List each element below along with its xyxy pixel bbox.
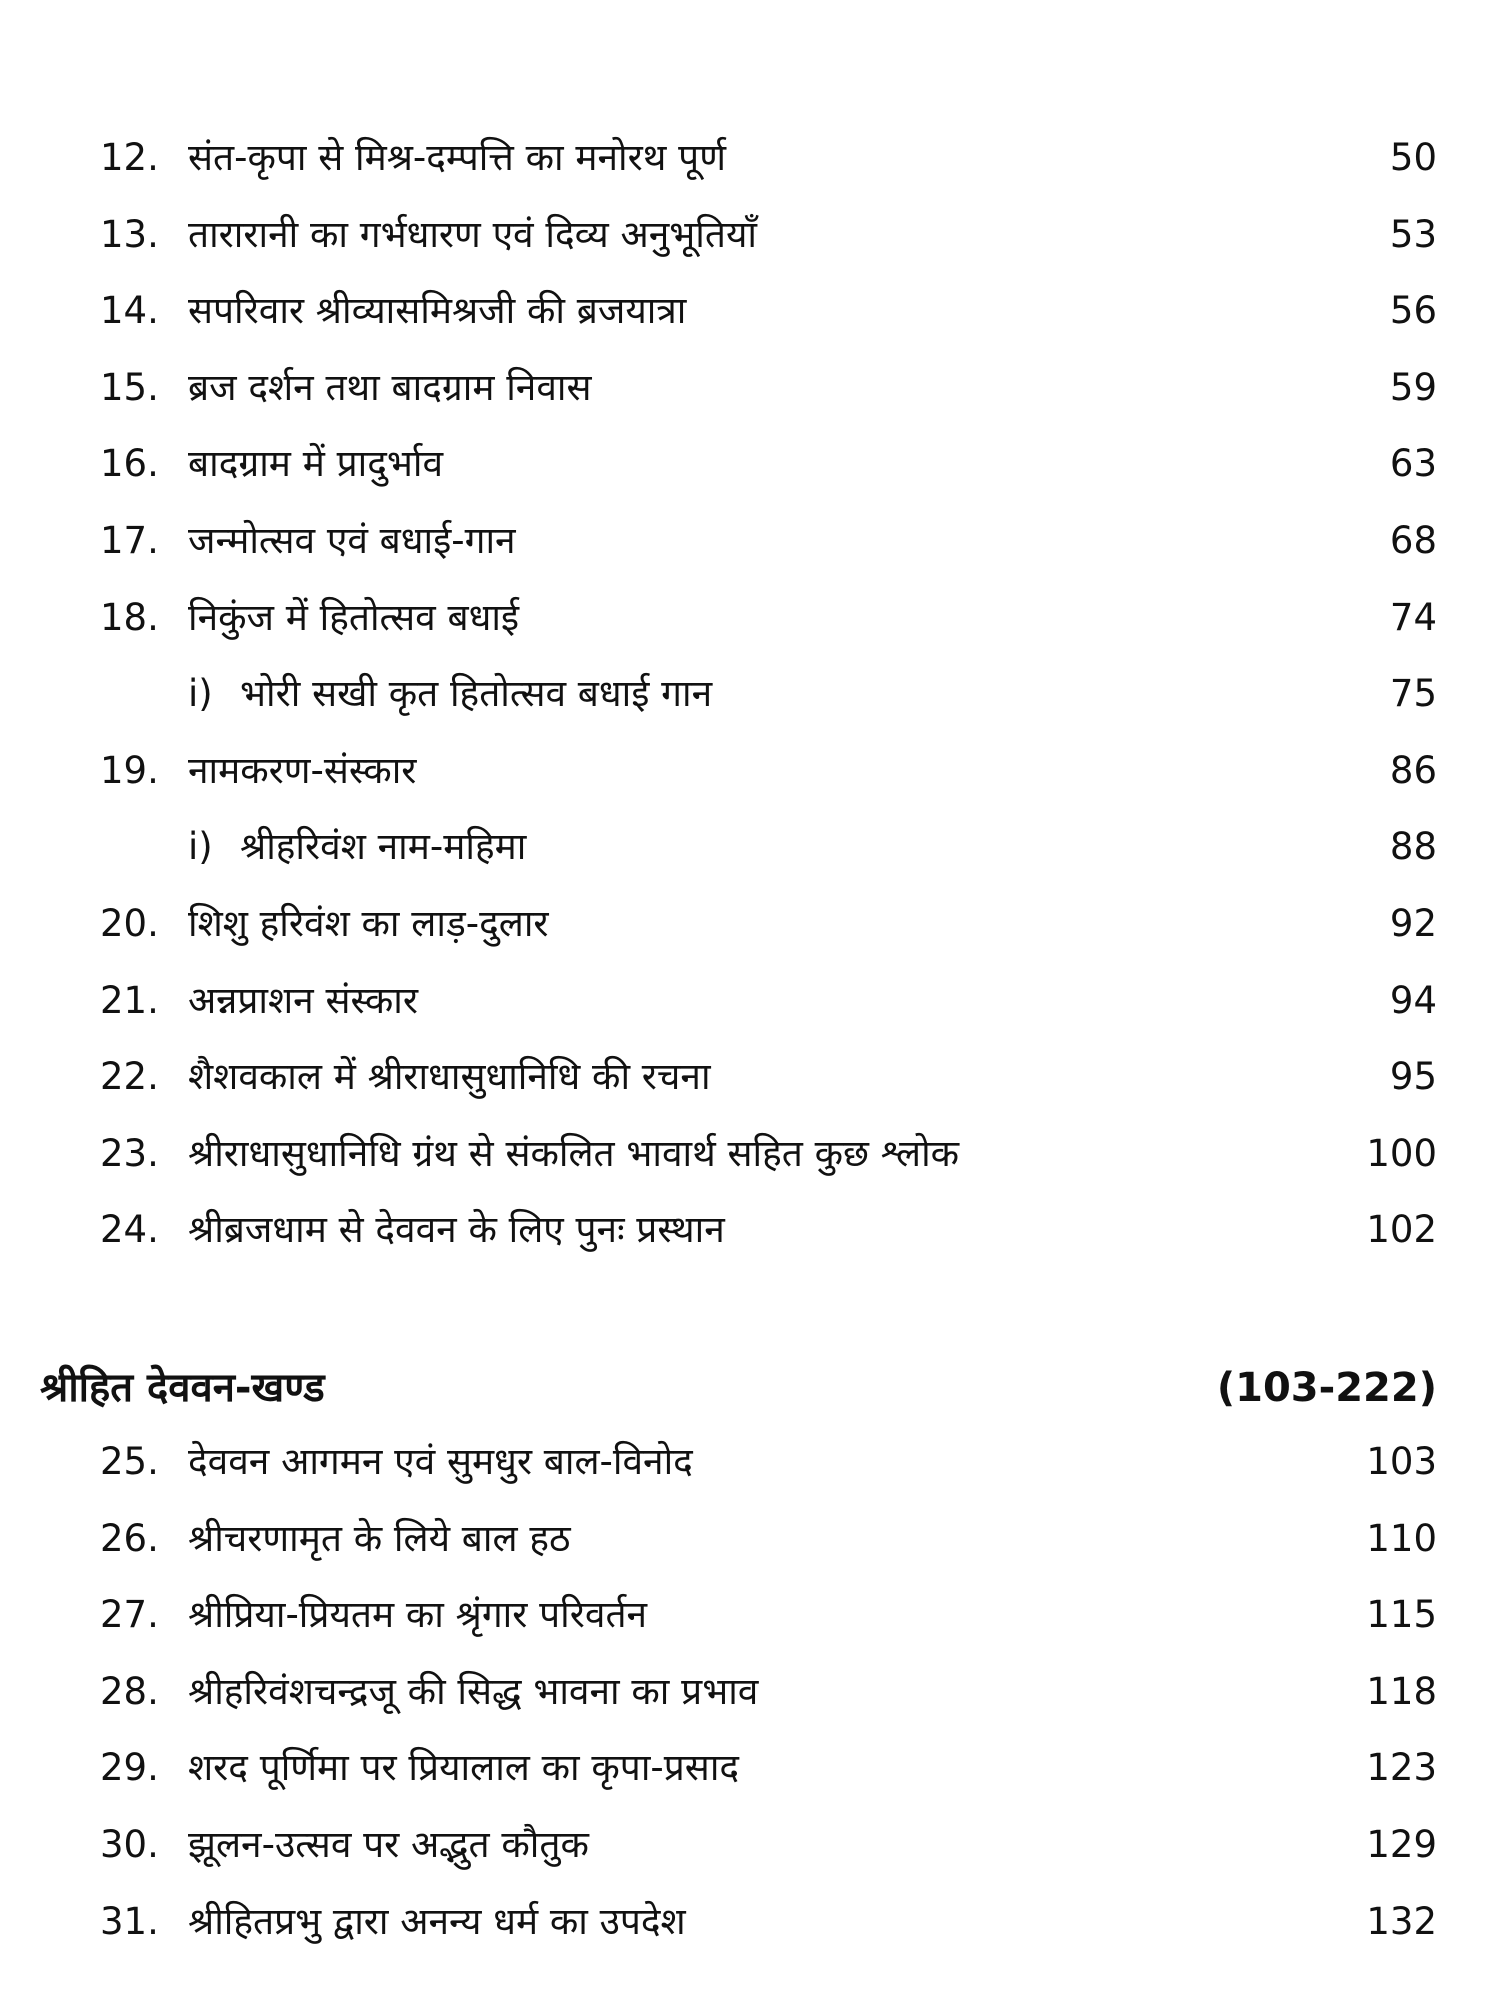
toc-entry	[0, 894, 1500, 954]
entry-number: 31.	[100, 1899, 159, 1943]
entry-number: 16.	[100, 442, 159, 486]
toc-entry	[0, 205, 1500, 265]
entry-page-number: 75	[1389, 672, 1437, 716]
toc-entry	[0, 1200, 1500, 1260]
toc-entry	[0, 971, 1500, 1031]
entry-title: नामकरण-संस्कार	[188, 748, 417, 792]
toc-entry	[0, 1509, 1500, 1569]
entry-page-number: 100	[1366, 1131, 1437, 1175]
toc-entry	[0, 281, 1500, 341]
section-title: श्रीहित देववन-खण्ड	[40, 1365, 325, 1411]
section-page-range: (103-222)	[1216, 1365, 1437, 1411]
entry-number: 18.	[100, 595, 159, 639]
entry-title: तारारानी का गर्भधारण एवं दिव्य अनुभूतियाँ	[188, 212, 757, 256]
toc-entry	[0, 588, 1500, 648]
entry-page-number: 132	[1366, 1899, 1437, 1943]
toc-entry	[0, 1124, 1500, 1184]
toc-entry	[0, 128, 1500, 188]
entry-page-number: 118	[1366, 1669, 1437, 1713]
toc-entry	[0, 1892, 1500, 1952]
entry-title: अन्नप्राशन संस्कार	[188, 978, 418, 1022]
entry-title: बादग्राम में प्रादुर्भाव	[188, 442, 444, 486]
entry-title: श्रीहितप्रभु द्वारा अनन्य धर्म का उपदेश	[188, 1899, 686, 1943]
section-header	[0, 1358, 1500, 1418]
entry-title: श्रीराधासुधानिधि ग्रंथ से संकलित भावार्थ सहित कुछ श्लोक	[188, 1131, 960, 1175]
entry-page-number: 102	[1366, 1208, 1437, 1252]
entry-page-number: 56	[1389, 289, 1437, 333]
entry-title: भोरी सखी कृत हितोत्सव बधाई गान	[240, 672, 713, 716]
toc-subentry	[0, 817, 1500, 877]
entry-number: 24.	[100, 1208, 159, 1252]
entry-title: श्रीब्रजधाम से देववन के लिए पुनः प्रस्थान	[188, 1208, 725, 1252]
toc-entry	[0, 358, 1500, 418]
entry-title: झूलन-उत्सव पर अद्भुत कौतुक	[188, 1823, 589, 1866]
toc-entry	[0, 1047, 1500, 1107]
entry-number: 22.	[100, 1055, 159, 1099]
subentry-marker: i)	[188, 672, 213, 716]
entry-number: 29.	[100, 1746, 159, 1790]
entry-page-number: 103	[1366, 1440, 1437, 1483]
entry-title: श्रीचरणामृत के लिये बाल हठ	[188, 1516, 571, 1560]
entry-number: 25.	[100, 1440, 159, 1483]
toc-entry	[0, 511, 1500, 571]
entry-number: 13.	[100, 212, 159, 256]
entry-title: शैशवकाल में श्रीराधासुधानिधि की रचना	[188, 1055, 711, 1099]
entry-title: शरद पूर्णिमा पर प्रियालाल का कृपा-प्रसाद	[188, 1746, 740, 1790]
toc-entry	[0, 1815, 1500, 1875]
toc-entry	[0, 741, 1500, 801]
entry-title: ब्रज दर्शन तथा बादग्राम निवास	[188, 365, 592, 409]
entry-page-number: 88	[1389, 825, 1437, 869]
entry-title: देववन आगमन एवं सुमधुर बाल-विनोद	[188, 1440, 693, 1483]
entry-title: श्रीहरिवंश नाम-महिमा	[240, 825, 527, 869]
entry-page-number: 50	[1389, 136, 1437, 179]
entry-page-number: 95	[1389, 1055, 1437, 1099]
toc-entry	[0, 1738, 1500, 1798]
entry-number: 30.	[100, 1823, 159, 1866]
toc-entry	[0, 1585, 1500, 1645]
toc-entry	[0, 1432, 1500, 1492]
entry-title: श्रीप्रिया-प्रियतम का श्रृंगार परिवर्तन	[188, 1593, 648, 1637]
entry-page-number: 123	[1366, 1746, 1437, 1790]
entry-page-number: 63	[1389, 442, 1437, 486]
entry-page-number: 92	[1389, 902, 1437, 945]
entry-number: 26.	[100, 1516, 159, 1560]
entry-page-number: 53	[1389, 212, 1437, 256]
entry-number: 17.	[100, 519, 159, 562]
toc-subentry	[0, 664, 1500, 724]
entry-number: 14.	[100, 289, 159, 333]
entry-page-number: 59	[1389, 365, 1437, 409]
entry-number: 23.	[100, 1131, 159, 1175]
entry-number: 15.	[100, 365, 159, 409]
entry-title: शिशु हरिवंश का लाड़-दुलार	[188, 902, 549, 945]
entry-page-number: 74	[1389, 595, 1437, 639]
entry-page-number: 86	[1389, 748, 1437, 792]
entry-title: जन्मोत्सव एवं बधाई-गान	[188, 519, 516, 562]
entry-title: संत-कृपा से मिश्र-दम्पत्ति का मनोरथ पूर्ण	[188, 136, 726, 179]
entry-title: सपरिवार श्रीव्यासमिश्रजी की ब्रजयात्रा	[188, 289, 687, 333]
entry-page-number: 129	[1366, 1823, 1437, 1866]
entry-title: निकुंज में हितोत्सव बधाई	[188, 595, 520, 639]
entry-page-number: 94	[1389, 978, 1437, 1022]
entry-number: 19.	[100, 748, 159, 792]
toc-entry	[0, 434, 1500, 494]
subentry-marker: i)	[188, 825, 213, 869]
entry-page-number: 110	[1366, 1516, 1437, 1560]
entry-page-number: 68	[1389, 519, 1437, 562]
entry-number: 21.	[100, 978, 159, 1022]
entry-number: 27.	[100, 1593, 159, 1637]
entry-title: श्रीहरिवंशचन्द्रजू की सिद्ध भावना का प्रभाव	[188, 1669, 759, 1713]
entry-page-number: 115	[1366, 1593, 1437, 1637]
entry-number: 20.	[100, 902, 159, 945]
entry-number: 28.	[100, 1669, 159, 1713]
entry-number: 12.	[100, 136, 159, 179]
toc-entry	[0, 1662, 1500, 1722]
